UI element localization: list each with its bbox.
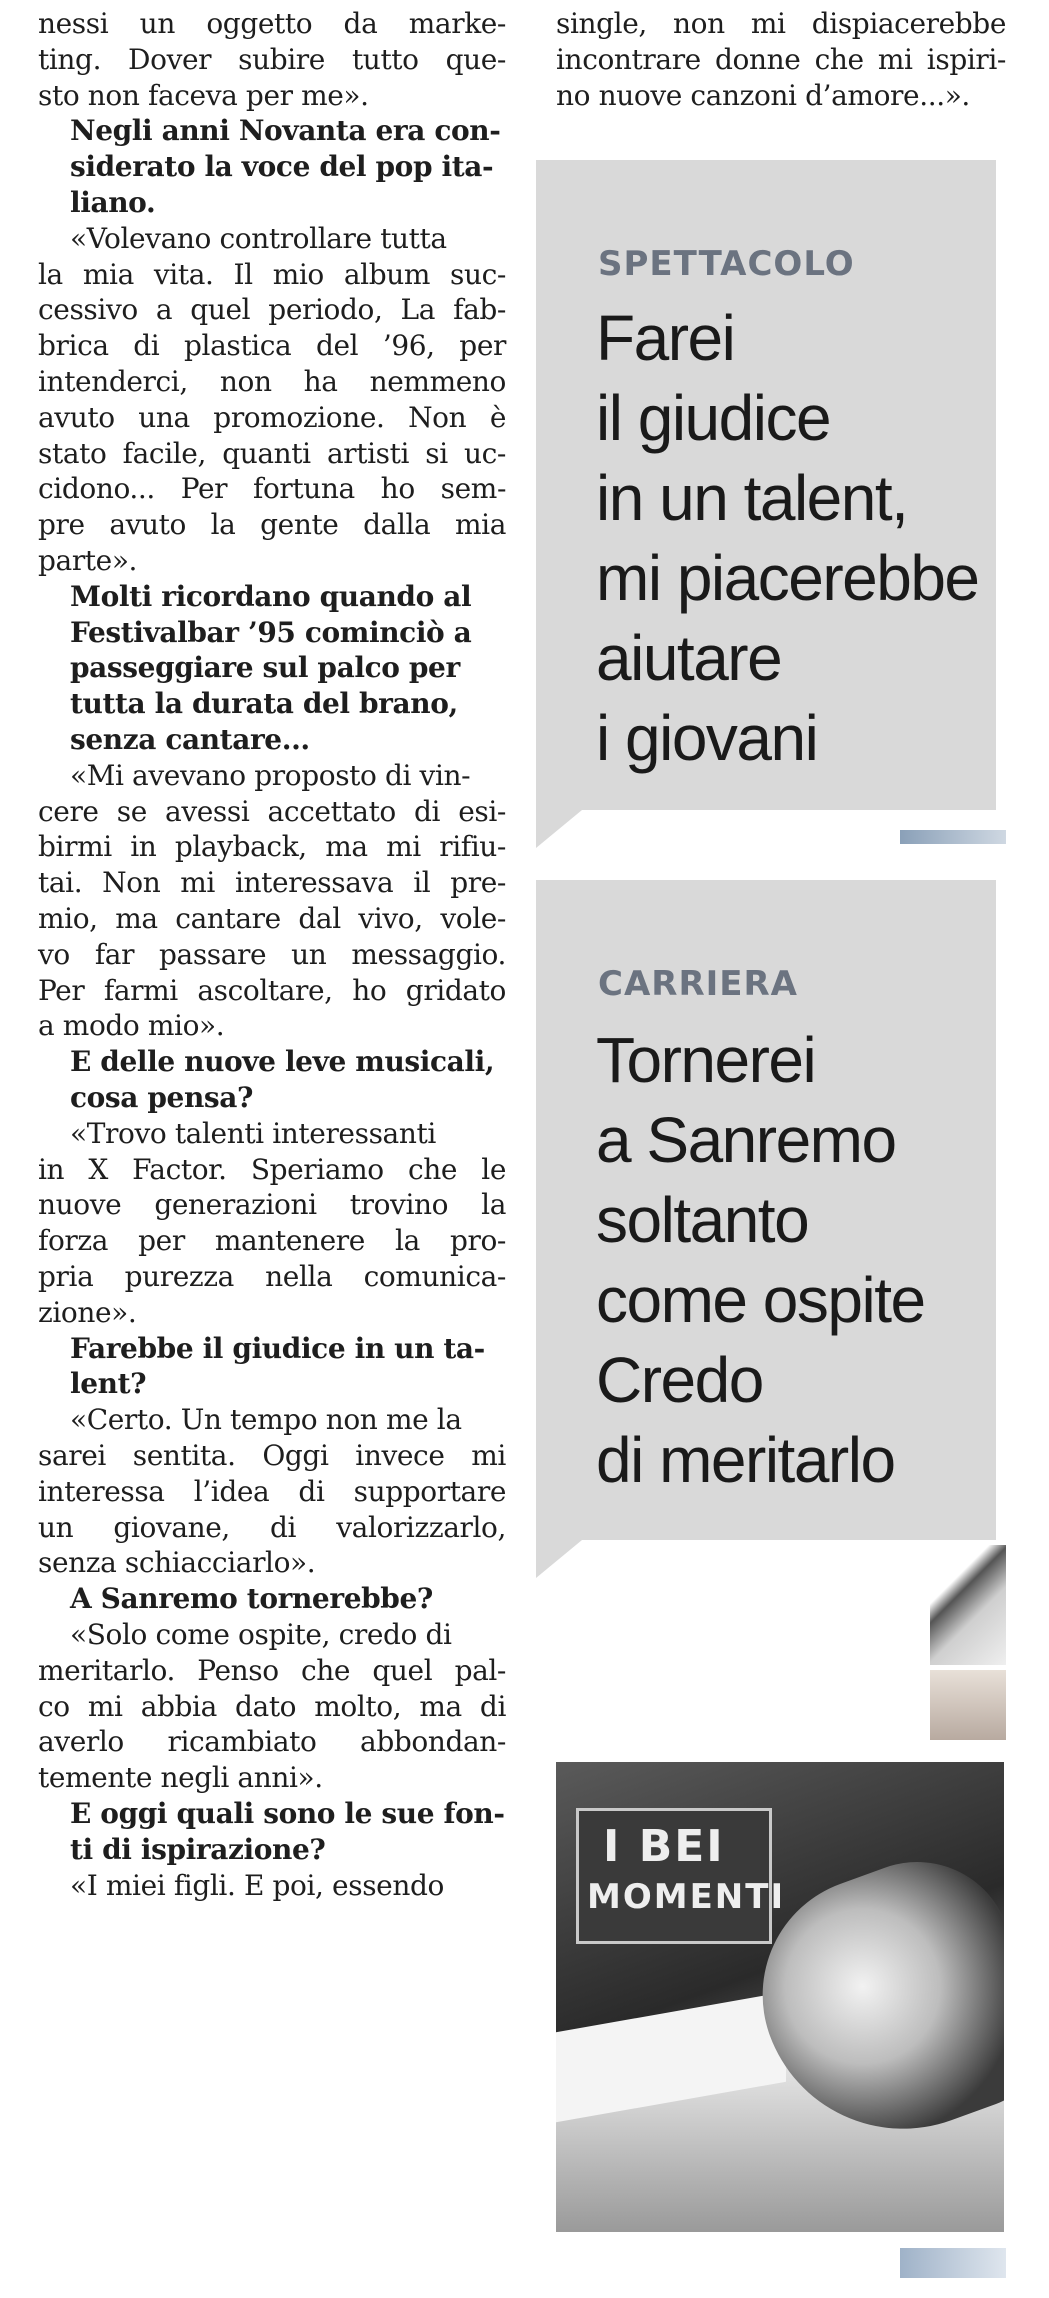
text-line: single, non mi dispiacerebbe bbox=[556, 7, 1006, 40]
body-text-line: pria purezza nella comunica- bbox=[38, 1260, 506, 1293]
pull-quote-box-spettacolo bbox=[536, 160, 996, 810]
body-text-line: «Solo come ospite, credo di bbox=[70, 1618, 452, 1651]
body-text-line: «Certo. Un tempo non me la bbox=[70, 1403, 462, 1437]
body-text-line: ting. Dover subire tutto que- bbox=[38, 42, 506, 76]
question-line: E oggi quali sono le sue fon- bbox=[70, 1797, 505, 1830]
show-sign bbox=[576, 1808, 786, 1944]
body-text-line: nessi un oggetto da marke- bbox=[38, 7, 506, 40]
singer-photo bbox=[556, 1762, 1004, 2232]
question-line: E delle nuove leve musicali, bbox=[70, 1045, 495, 1079]
body-text-line: averlo ricambiato abbondan- bbox=[38, 1725, 506, 1759]
body-text-line: la mia vita. Il mio album suc- bbox=[38, 257, 506, 291]
show-sign-line: MOMENTI bbox=[587, 1877, 786, 1917]
body-text-line: meritarlo. Penso che quel pal- bbox=[38, 1653, 506, 1687]
question-line: liano. bbox=[70, 186, 156, 219]
body-text-line: brica di plastica del ’96, per bbox=[38, 329, 506, 363]
image-edge-strip bbox=[900, 830, 1006, 844]
body-text-line: zione». bbox=[38, 1295, 137, 1329]
body-text-line: «Trovo talenti interessanti bbox=[70, 1116, 436, 1150]
question-line: A Sanremo tornerebbe? bbox=[70, 1582, 433, 1616]
body-text-line: forza per mantenere la pro- bbox=[38, 1224, 506, 1258]
question-line: cosa pensa? bbox=[70, 1081, 254, 1114]
question-line: Negli anni Novanta era con- bbox=[70, 114, 501, 148]
body-text-line: birmi in playback, ma mi rifiu- bbox=[38, 830, 506, 864]
question-line: Festivalbar ’95 cominciò a bbox=[70, 615, 472, 649]
pull-quote-text bbox=[596, 1020, 986, 1500]
pull-quote-line: Tornerei bbox=[596, 1024, 816, 1096]
pull-quote-line: di meritarlo bbox=[596, 1424, 895, 1496]
question-line: ti di ispirazione? bbox=[70, 1832, 326, 1866]
pull-quote-line: Credo bbox=[596, 1344, 763, 1416]
question-line: siderato la voce del pop ita- bbox=[70, 150, 494, 184]
body-text-line: temente negli anni». bbox=[38, 1761, 323, 1795]
body-text-line: interessa l’idea di supportare bbox=[38, 1474, 506, 1508]
body-text-line: sarei sentita. Oggi invece mi bbox=[38, 1439, 506, 1472]
body-text-line: intenderci, non ha nemmeno bbox=[38, 365, 506, 398]
pull-quote-line: il giudice bbox=[596, 382, 831, 454]
body-text-line: stato facile, quanti artisti si uc- bbox=[38, 436, 506, 470]
question-line: senza cantare... bbox=[70, 723, 310, 756]
question-line: Molti ricordano quando al bbox=[70, 579, 472, 613]
body-text-line: «Volevano controllare tutta bbox=[70, 221, 447, 255]
pull-quote-line: soltanto bbox=[596, 1184, 809, 1256]
body-text-line: cidono... Per fortuna ho sem- bbox=[38, 472, 506, 506]
pull-quote-text bbox=[596, 298, 986, 778]
pull-quote-label: CARRIERA bbox=[598, 964, 798, 1004]
speech-bubble-tail bbox=[536, 1540, 582, 1578]
pull-quote-box-carriera bbox=[536, 880, 996, 1540]
body-text-line: Per farmi ascoltare, ho gridato bbox=[38, 973, 506, 1007]
question-line: lent? bbox=[70, 1367, 147, 1401]
body-text-line: «I miei figli. E poi, essendo bbox=[70, 1868, 444, 1902]
question-line: passeggiare sul palco per bbox=[70, 651, 460, 685]
body-text-line: un giovane, di valorizzarlo, bbox=[38, 1510, 506, 1544]
body-text-line: «Mi avevano proposto di vin- bbox=[70, 758, 471, 792]
body-text-line: cere se avessi accettato di esi- bbox=[38, 794, 506, 828]
pull-quote-line: in un talent, bbox=[596, 462, 908, 534]
body-text-line: senza schiacciarlo». bbox=[38, 1546, 316, 1580]
pull-quote-line: mi piacerebbe bbox=[596, 542, 979, 614]
question-line: Farebbe il giudice in un ta- bbox=[70, 1331, 485, 1365]
body-text-line: parte». bbox=[38, 544, 138, 577]
body-text-line: co mi abbia dato molto, ma di bbox=[38, 1689, 506, 1723]
body-text-line: a modo mio». bbox=[38, 1009, 225, 1043]
pull-quote-line: Farei bbox=[596, 302, 735, 374]
body-text-line: cessivo a quel periodo, La fab- bbox=[38, 293, 506, 327]
pull-quote-label: SPETTACOLO bbox=[598, 244, 855, 284]
body-text-line: sto non faceva per me». bbox=[38, 78, 369, 112]
body-text-line: mio, ma cantare dal vivo, vole- bbox=[38, 902, 506, 935]
body-text-line: pre avuto la gente dalla mia bbox=[38, 508, 506, 542]
show-sign-line: I BEI bbox=[603, 1821, 725, 1872]
text-line: incontrare donne che mi ispiri- bbox=[556, 43, 1006, 76]
image-edge-strip bbox=[930, 1670, 1006, 1740]
text-line: no nuove canzoni d’amore...». bbox=[556, 79, 970, 112]
pull-quote-line: come ospite bbox=[596, 1264, 925, 1336]
body-text-line: avuto una promozione. Non è bbox=[38, 400, 506, 434]
question-line: tutta la durata del brano, bbox=[70, 687, 458, 721]
pull-quote-line: aiutare bbox=[596, 622, 782, 694]
body-text-line: in X Factor. Speriamo che le bbox=[38, 1152, 506, 1186]
body-text-line: vo far passare un messaggio. bbox=[38, 937, 506, 971]
pull-quote-line: a Sanremo bbox=[596, 1104, 896, 1176]
pull-quote-line: i giovani bbox=[596, 702, 818, 774]
body-text-line: nuove generazioni trovino la bbox=[38, 1188, 506, 1222]
body-text-line: tai. Non mi interessava il pre- bbox=[38, 866, 506, 900]
speech-bubble-tail bbox=[536, 810, 582, 848]
image-edge-strip bbox=[900, 2248, 1006, 2278]
image-edge-strip bbox=[930, 1545, 1006, 1665]
